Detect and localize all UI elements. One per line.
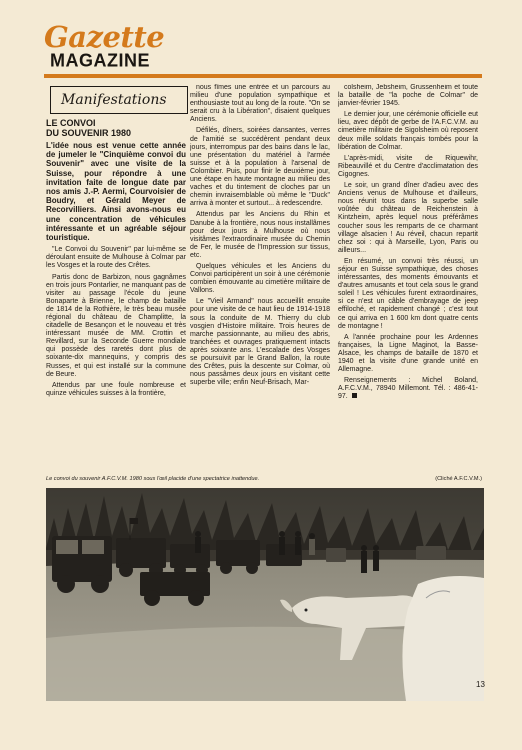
- end-mark: [352, 393, 357, 398]
- convoy-photo-drawing: [46, 488, 484, 701]
- photo-credit: (Cliché A.F.C.V.M.): [435, 476, 482, 482]
- article-column-3: [338, 84, 478, 472]
- section-title: Manifestations: [61, 92, 167, 108]
- masthead-rule: [44, 74, 482, 78]
- paragraph: Le "Vieil Armand" nous accueillit ensuite pour une visite de ce haut lieu de 1914-1918 sous la conduite de M. Thierry du club vosgien d'Histoire militaire. Trois heures de marche passionnante, au milieu des abris, tranchées et ouvrages pratiquement intacts après soixante ans. L'escalade des Vosges se poursuivit par le Grand Ballon, la route des Crêtes, puis la descente sur Colmar, où nous passâmes deux jours en visitant cette superbe ville; enfin Neuf-Brisach, Mar-: [190, 298, 330, 387]
- paragraph: A l'année prochaine pour les Ardennes françaises, la Ligne Maginot, la Basse-Alsace, les champs de bataille de 1870 et 1940 et la visite d'une grande unité en Allemagne.: [338, 333, 478, 374]
- paragraph: Attendus par une foule nombreuse et quinze véhicules suisses à la frontière,: [46, 381, 186, 397]
- masthead: [44, 20, 204, 76]
- section-box: [50, 86, 188, 114]
- headline-line-2: DU SOUVENIR 1980: [46, 128, 132, 138]
- photo-caption: Le convoi du souvenir A.F.C.V.M. 1980 sous l'œil placide d'une spectatrice inattendue.: [46, 476, 260, 482]
- masthead-magazine: MAGAZINE: [50, 49, 150, 71]
- article-column-1: [46, 118, 186, 472]
- article-lead: L'idée nous est venue cette année de jumeler le "Cinquième convoi du Souvenir" avec une visite de la Suisse, pour répondre à une invitation faite de longue date par nos amis J.-P. Aermi, Courvoisier de Boudry, et Gérald Meyer de Recorvilliers. Ainsi avons-nous eu une concentration de véhicules intéressante et un agréable séjour touristique.: [46, 141, 186, 243]
- paragraph: L'après-midi, visite de Riquewihr, Ribeauvillé et du Centre d'acclimatation des Cigognes.: [338, 154, 478, 178]
- paragraph: Attendus par les Anciens du Rhin et Danube à la frontière, nous nous installâmes pour deux jours à Mulhouse où nous visitâmes l'extraordinaire musée du Chemin de Fer, le musée de l'Impression sur tissus, etc.: [190, 211, 330, 259]
- convoy-photo: [46, 488, 484, 701]
- page-number: 13: [476, 680, 485, 689]
- paragraph: colsheim, Jebsheim, Grussenheim et toute la bataille de "la poche de Colmar" de janvier-février 1945.: [338, 84, 478, 108]
- article-column-2: [190, 84, 330, 472]
- contact-info: Renseignements : Michel Boland, A.F.C.V.M., 78940 Millemont. Tél. : 486-41-97.: [338, 377, 478, 401]
- masthead-gazette: Gazette: [44, 20, 165, 54]
- article-headline: [46, 118, 186, 138]
- headline-line-1: LE CONVOI: [46, 118, 96, 128]
- photo-caption-row: [46, 476, 482, 482]
- paragraph: Le dernier jour, une cérémonie officielle eut lieu, avec dépôt de gerbe de l'A.F.C.V.M. au cimetière militaire de Sigolsheim où reposent deux mille soldats français tombés pour la libération de Colmar.: [338, 111, 478, 151]
- paragraph: nous fîmes une entrée et un parcours au milieu d'une population sympathique et enthousiaste tout au long de la route. "On se serait cru à la Libération", disaient quelques Anciens.: [190, 84, 330, 124]
- paragraph: Le soir, un grand dîner d'adieu avec des Anciens venus de Mulhouse et d'ailleurs, nous réunit tous dans la superbe salle voûtée du château de Reichenstein à Kintzheim, après lequel nous préférâmes coucher sous les remparts de ce charmant village alsacien ! Au réveil, chacun repartit chez soi : qui à Marseille, Lyon, Paris ou ailleurs...: [338, 182, 478, 254]
- paragraph: Partis donc de Barbizon, nous gagnâmes en trois jours Pontarlier, ne manquant pas de visiter au passage l'école du jeune Bonaparte à Brienne, le champ de bataille de 1814 de la Rothière, le très beau musée régional du château de Champlitte, la citadelle de Besançon et le nouveau et très intéressant musée de MM. Crottin et Revillard, sur la Seconde Guerre mondiale qui possède des raretés dont plus de soixante-dix mannequins, y compris des Russes, et qui est installé sur la commune de Beure.: [46, 273, 186, 378]
- paragraph: Quelques véhicules et les Anciens du Convoi participèrent un soir à une cérémonie combien émouvante au cimetière militaire de Vallons.: [190, 262, 330, 295]
- paragraph: Défilés, dîners, soirées dansantes, verres de l'amitié se succédèrent pendant deux jours, interrompus par des bains dans le lac, une présentation du matériel à l'armée suisse et à la population à l'arsenal de Colombier. Puis, pour finir le deuxième jour, une étape en haute montagne au milieu des vaches et du tintement de cloches par un chemin invraisemblable où même le "Duck" arriva à monter et surtout... à redescendre.: [190, 127, 330, 208]
- paragraph: En résumé, un convoi très réussi, un séjour en Suisse sympathique, des choses intéressantes, des moments émouvants et d'autres amusants et tout cela sous le grand soleil ! Les véhicules furent extraordinaires, si ce n'est un câble d'embrayage de jeep effiloché, et rapidement changé ; c'est tout ce qui arriva en 1 600 km dont quatre cents de montagne !: [338, 257, 478, 330]
- paragraph: "Le Convoi du Souvenir" par lui-même se déroulant ensuite de Mulhouse à Colmar par les Vosges et la route des Crêtes.: [46, 246, 186, 270]
- paragraph: [338, 377, 478, 401]
